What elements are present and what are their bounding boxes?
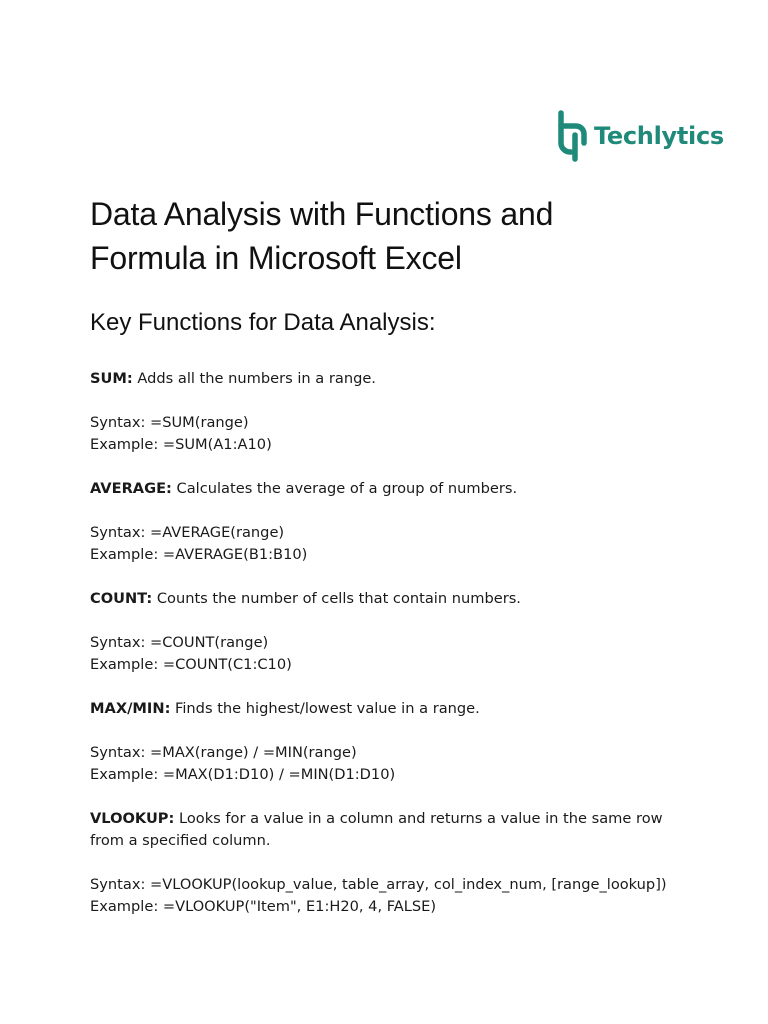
function-syntax: Syntax: =AVERAGE(range): [90, 524, 285, 541]
function-description: Looks for a value in a column and returns a value in the same row from a specified column.: [90, 810, 663, 849]
spacer: [90, 390, 700, 412]
function-name: AVERAGE:: [90, 480, 172, 497]
function-example: Example: =VLOOKUP("Item", E1:H20, 4, FALSE): [90, 898, 437, 915]
function-summary: [90, 478, 700, 500]
function-summary: [90, 368, 700, 390]
function-description: Finds the highest/lowest value in a range.: [175, 700, 480, 717]
function-entry-vlookup: [90, 808, 700, 918]
brand-name: Techlytics: [594, 122, 724, 150]
function-example: Example: =AVERAGE(B1:B10): [90, 546, 308, 563]
spacer: [90, 720, 700, 742]
techlytics-logo-icon: [556, 109, 590, 163]
function-name: SUM:: [90, 370, 133, 387]
spacer: [90, 852, 700, 874]
document-title: Data Analysis with Functions and Formula in Microsoft Excel: [90, 196, 554, 276]
function-example: Example: =COUNT(C1:C10): [90, 656, 292, 673]
spacer: [90, 610, 700, 632]
function-name: VLOOKUP:: [90, 810, 175, 827]
function-entry-sum: [90, 368, 700, 456]
function-syntax: Syntax: =COUNT(range): [90, 634, 269, 651]
function-syntax: Syntax: =SUM(range): [90, 414, 249, 431]
spacer: [90, 500, 700, 522]
function-summary: [90, 698, 700, 720]
function-entry-average: [90, 478, 700, 566]
function-name: COUNT:: [90, 590, 153, 607]
section-heading: Key Functions for Data Analysis:: [90, 309, 436, 336]
function-description: Calculates the average of a group of numbers.: [176, 480, 518, 497]
function-example: Example: =SUM(A1:A10): [90, 436, 272, 453]
function-description: Adds all the numbers in a range.: [137, 370, 376, 387]
function-name: MAX/MIN:: [90, 700, 171, 717]
function-summary: [90, 588, 700, 610]
function-summary: [90, 808, 700, 852]
techlytics-logo: [556, 109, 724, 163]
function-example: Example: =MAX(D1:D10) / =MIN(D1:D10): [90, 766, 396, 783]
function-entry-max-min: [90, 698, 700, 786]
function-syntax: Syntax: =MAX(range) / =MIN(range): [90, 744, 357, 761]
function-description: Counts the number of cells that contain numbers.: [156, 590, 521, 607]
function-entry-count: [90, 588, 700, 676]
function-syntax: Syntax: =VLOOKUP(lookup_value, table_array, col_index_num, [range_lookup]): [90, 876, 667, 893]
functions-list: [90, 368, 700, 940]
